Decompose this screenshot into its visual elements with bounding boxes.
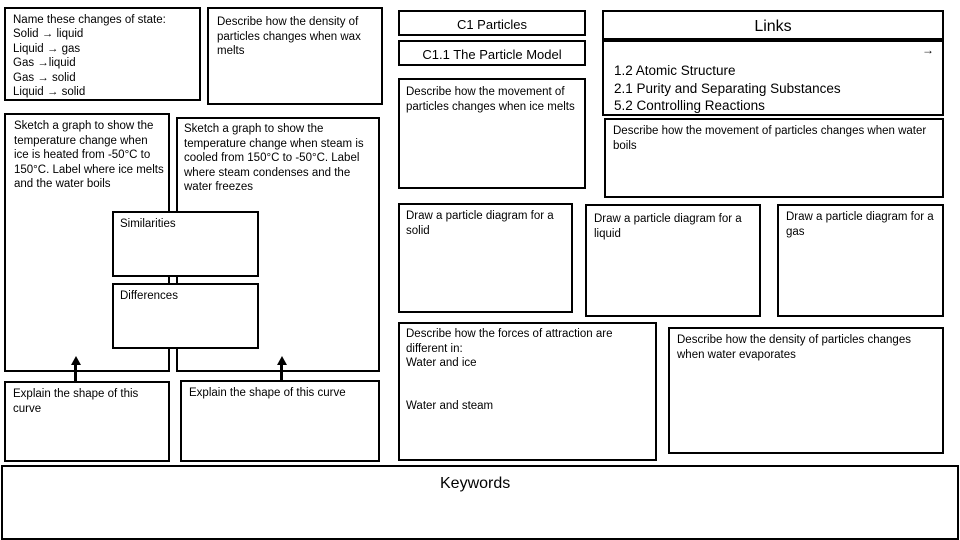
c1-particles-header (398, 10, 586, 36)
gas-diagram-prompt: Draw a particle diagram for a gas (786, 211, 934, 238)
solid-diagram-box (398, 203, 573, 313)
changes-of-state-title: Name these changes of state: (13, 14, 166, 26)
links-title: Links (754, 18, 792, 35)
links-arrow-icon: → (922, 43, 934, 57)
liquid-diagram-prompt: Draw a particle diagram for a liquid (594, 213, 742, 240)
particle-model-title: C1.1 The Particle Model (422, 47, 562, 62)
links-list: 1.2 Atomic Structure 2.1 Purity and Separating Substances 5.2 Controlling Reactions (614, 63, 841, 113)
similarities-box (112, 211, 259, 277)
water-boils-prompt: Describe how the movement of particles changes when water boils (613, 125, 927, 152)
wax-density-prompt: Describe how the density of particles changes when wax melts (217, 16, 361, 57)
liquid-diagram-box (585, 204, 761, 317)
cooling-graph-prompt: Sketch a graph to show the temperature change when steam is cooled from 150°C to -50°C. Label where steam condenses and the water freezes (184, 123, 364, 193)
explain-curve-right-box (180, 380, 380, 462)
right-arrow-up-icon (277, 356, 287, 365)
similarities-label: Similarities (120, 218, 176, 230)
c1-particles-title: C1 Particles (456, 17, 528, 32)
ice-movement-box (398, 78, 586, 189)
explain-curve-left-prompt: Explain the shape of this curve (13, 388, 139, 415)
explain-curve-left-box (4, 381, 170, 462)
changes-of-state-list: Solid → liquid Liquid → gas Gas →liquid Gas → solid Liquid → solid (13, 28, 86, 98)
differences-box (112, 283, 259, 349)
links-header (602, 10, 944, 40)
changes-of-state-box (4, 7, 201, 101)
forces-prompt: Describe how the forces of attraction are different in: Water and ice (406, 328, 613, 369)
links-box (602, 40, 944, 116)
wax-density-box (207, 7, 383, 105)
explain-curve-right-prompt: Explain the shape of this curve (189, 387, 346, 399)
forces-steam-label: Water and steam (406, 400, 494, 412)
keywords-title: Keywords (440, 475, 511, 492)
evaporates-prompt: Describe how the density of particles changes when water evaporates (677, 334, 911, 361)
left-arrow-stem (74, 364, 77, 382)
heating-graph-prompt: Sketch a graph to show the temperature change when ice is heated from -50°C to 150°C. Label where ice melts and the water boils (14, 120, 164, 190)
differences-label: Differences (120, 290, 178, 302)
forces-box (398, 322, 657, 461)
gas-diagram-box (777, 204, 944, 317)
evaporates-box (668, 327, 944, 454)
ice-movement-prompt: Describe how the movement of particles changes when ice melts (406, 86, 575, 113)
water-boils-box (604, 118, 944, 198)
left-arrow-up-icon (71, 356, 81, 365)
keywords-box (1, 465, 959, 540)
particle-model-header (398, 40, 586, 66)
solid-diagram-prompt: Draw a particle diagram for a solid (406, 210, 554, 237)
